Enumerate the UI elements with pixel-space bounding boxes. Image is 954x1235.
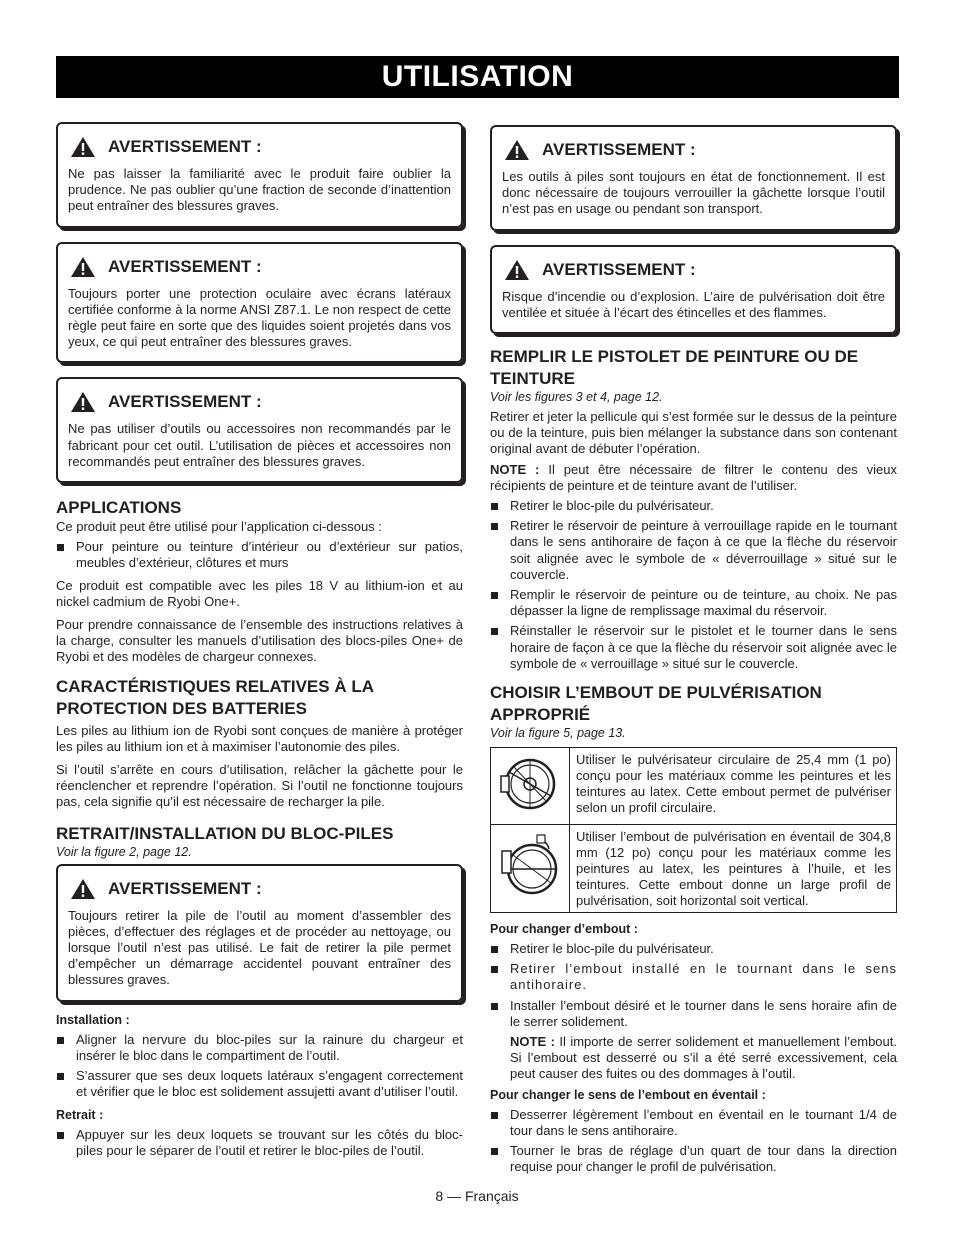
list-item: Installer l’embout désiré et le tourner dans le sens horaire afin de le serrer solidement. bbox=[490, 998, 897, 1030]
note-paragraph bbox=[490, 462, 897, 494]
list-item: Retirer le bloc-pile du pulvérisateur. bbox=[490, 498, 897, 514]
note-label: NOTE : bbox=[490, 461, 540, 477]
warning-text: Les outils à piles sont toujours en état de fonctionnement. Il est donc nécessaire de toujours verrouiller la gâchette lorsque l’outil n’est pas en usage ou pendant son transport. bbox=[502, 169, 885, 217]
subheading-installation: Installation : bbox=[56, 1012, 130, 1027]
list-item: Pour peinture ou teinture d’intérieur ou d’extérieur sur patios, meubles d’extérieur, clôtures et murs bbox=[56, 539, 463, 571]
table-cell: Utiliser le pulvérisateur circulaire de 25,4 mm (1 po) conçu pour les matériaux comme les peintures et les teintures au latex. Cette embout permet de pulvériser selon un profil circulaire. bbox=[570, 748, 897, 825]
section-heading-remplir: REMPLIR LE PISTOLET DE PEINTURE OU DE TEINTURE bbox=[490, 347, 859, 389]
page-footer: 8 — Français bbox=[435, 1188, 519, 1204]
section-heading-applications: APPLICATIONS bbox=[56, 498, 182, 518]
section-heading-battery: CARACTÉRISTIQUES RELATIVES À LA PROTECTION DES BATTERIES bbox=[56, 676, 374, 718]
warning-box bbox=[56, 377, 463, 483]
warning-title: AVERTISSEMENT : bbox=[108, 878, 262, 898]
table-row bbox=[491, 825, 897, 913]
list-item: Desserrer légèrement l’embout en éventail en le tournant 1/4 de tour dans le sens antihoraire. bbox=[490, 1107, 897, 1139]
warning-box bbox=[56, 242, 463, 364]
paragraph: Ce produit est compatible avec les piles 18 V au lithium-ion et au nickel cadmium de Ryobi One+. bbox=[56, 577, 463, 609]
warning-box bbox=[56, 864, 463, 1002]
subheading-changer: Pour changer d’embout : bbox=[490, 922, 638, 937]
section-heading-retrait: RETRAIT/INSTALLATION DU BLOC-PILES bbox=[56, 823, 394, 843]
list-item: S’assurer que ses deux loquets latéraux s’engagent correctement et vérifier que le bloc est solidement assujetti avant d’utiliser l’outil. bbox=[56, 1068, 463, 1100]
list-item: Réinstaller le réservoir sur le pistolet et le tourner dans le sens horaire de façon à ce que la flèche du réservoir soit alignée avec le symbole de « verrouillage » situé sur le couvercle. bbox=[490, 623, 897, 672]
note-paragraph bbox=[490, 1034, 897, 1083]
paragraph: Pour prendre connaissance de l’ensemble des instructions relatives à la charge, consulter les manuels d’utilisation des blocs-piles One+ de Ryobi et des modèles de chargeur connexes. bbox=[56, 617, 463, 665]
note-text: Il peut être nécessaire de filtrer le contenu des vieux récipients de peinture et de teinture avant de l’utiliser. bbox=[490, 461, 897, 493]
warning-text: Risque d’incendie ou d’explosion. L’aire de pulvérisation doit être ventilée et située à l’écart des étincelles et des flammes. bbox=[502, 288, 885, 320]
subheading-sens: Pour changer le sens de l’embout en éventail : bbox=[490, 1087, 766, 1102]
warning-title: AVERTISSEMENT : bbox=[108, 256, 262, 276]
bullet-list bbox=[56, 1032, 463, 1101]
figure-reference: Voir la figure 2, page 12. bbox=[56, 844, 192, 859]
list-item: Aligner la nervure du bloc-piles sur la rainure du chargeur et insérer le bloc dans le compartiment de l’outil. bbox=[56, 1032, 463, 1064]
nozzle-table bbox=[490, 747, 897, 913]
warning-text: Toujours porter une protection oculaire avec écrans latéraux certifiée conforme à la norme ANSI Z87.1. Le non respect de cette règle peut faire en sorte que des liquides soient projetés dans vos yeux, ce qui peut entraîner des blessures graves. bbox=[68, 285, 451, 350]
figure-reference: Voir les figures 3 et 4, page 12. bbox=[490, 390, 663, 405]
warning-title: AVERTISSEMENT : bbox=[108, 137, 262, 156]
paragraph: Retirer et jeter la pellicule qui s’est formée sur le dessus de la peinture ou de la teinture, puis bien mélanger la substance dans son contenant original avant de débuter l’opération. bbox=[490, 409, 897, 457]
list-item: Appuyer sur les deux loquets se trouvant sur les côtés du bloc-piles pour le séparer de l’outil et retirer le bloc-piles de l’outil. bbox=[56, 1127, 463, 1159]
warning-text: Ne pas utiliser d’outils ou accessoires non recommandés par le fabricant pour cet outil. L’utilisation de pièces et accessoires non recommandés peut entraîner des blessures graves. bbox=[68, 421, 451, 469]
warning-triangle-icon bbox=[70, 136, 96, 158]
table-cell: Utiliser l’embout de pulvérisation en éventail de 304,8 mm (12 po) conçu pour les matériaux comme les peintures au latex, les peintures à l’huile, et les teintures. Cette embout donne un large profil de pulvérisation, soit horizontal soit vertical. bbox=[570, 825, 897, 913]
bullet-list bbox=[490, 941, 897, 1030]
left-column bbox=[56, 122, 463, 1165]
subheading-retrait: Retrait : bbox=[56, 1107, 104, 1122]
warning-text: Ne pas laisser la familiarité avec le produit faire oublier la prudence. Ne pas oublier qu’une fraction de seconde d’inattention peut entraîner des blessures graves. bbox=[68, 166, 451, 214]
warning-triangle-icon bbox=[504, 139, 530, 161]
warning-title: AVERTISSEMENT : bbox=[108, 392, 262, 412]
list-item: Retirer le réservoir de peinture à verrouillage rapide en le tournant dans le sens antihoraire de façon à ce que la flèche du réservoir soit alignée avec le symbole de « déverrouillage » situé sur le couvercle. bbox=[490, 518, 897, 583]
warning-title: AVERTISSEMENT : bbox=[542, 259, 696, 279]
table-cell-image bbox=[491, 748, 570, 825]
bullet-list bbox=[490, 1107, 897, 1176]
paragraph: Si l’outil s’arrête en cours d’utilisation, relâcher la gâchette pour le réenclencher et reprendre l’opération. Si l’outil ne fonctionne toujours pas, cela signifie qu’il est nécessaire de recharger la pile. bbox=[56, 762, 463, 810]
bullet-list bbox=[56, 539, 463, 571]
right-column bbox=[490, 125, 897, 1182]
fan-nozzle-icon bbox=[499, 833, 561, 901]
warning-box bbox=[56, 122, 463, 228]
warning-triangle-icon bbox=[70, 878, 96, 900]
list-item: Tourner le bras de réglage d’un quart de tour dans la direction requise pour changer le profil de pulvérisation. bbox=[490, 1143, 897, 1175]
warning-title: AVERTISSEMENT : bbox=[542, 140, 696, 159]
list-item: Retirer le bloc-pile du pulvérisateur. bbox=[490, 941, 897, 957]
warning-triangle-icon bbox=[70, 256, 96, 278]
bullet-list bbox=[490, 498, 897, 672]
warning-box bbox=[490, 245, 897, 334]
warning-box bbox=[490, 125, 897, 231]
page-banner: UTILISATION bbox=[56, 56, 899, 98]
list-item: Remplir le réservoir de peinture ou de teinture, au choix. Ne pas dépasser la ligne de remplissage maximal du réservoir. bbox=[490, 587, 897, 619]
figure-reference: Voir la figure 5, page 13. bbox=[490, 726, 626, 741]
warning-text: Toujours retirer la pile de l’outil au moment d’assembler des pièces, d’effectuer des réglages et de procéder au nettoyage, ou lorsque l’outil n’est pas utilisé. Le fait de retirer la pile permet d’empêcher un démarrage accidentel pouvant entraîner des blessures graves. bbox=[68, 907, 451, 988]
table-cell-image bbox=[491, 825, 570, 913]
note-label: NOTE : bbox=[510, 1034, 555, 1050]
warning-triangle-icon bbox=[70, 391, 96, 413]
paragraph: Ce produit peut être utilisé pour l’application ci-dessous : bbox=[56, 519, 382, 535]
bullet-list bbox=[56, 1127, 463, 1159]
list-item: Retirer l’embout installé en le tournant dans le sens antihoraire. bbox=[490, 961, 897, 993]
table-row bbox=[491, 748, 897, 825]
section-heading-embout: CHOISIR L’EMBOUT DE PULVÉRISATION APPROPRIÉ bbox=[490, 683, 822, 725]
paragraph: Les piles au lithium ion de Ryobi sont conçues de manière à protéger les piles au lithium ion et à maximiser l’autonomie des piles. bbox=[56, 722, 463, 754]
round-nozzle-icon bbox=[499, 752, 561, 816]
warning-triangle-icon bbox=[504, 259, 530, 281]
note-text: Il importe de serrer solidement et manuellement l’embout. Si l’embout est desserré ou s’il a été serré excessivement, cela peut causer des fuites ou des dommages à l’outil. bbox=[510, 1034, 897, 1082]
